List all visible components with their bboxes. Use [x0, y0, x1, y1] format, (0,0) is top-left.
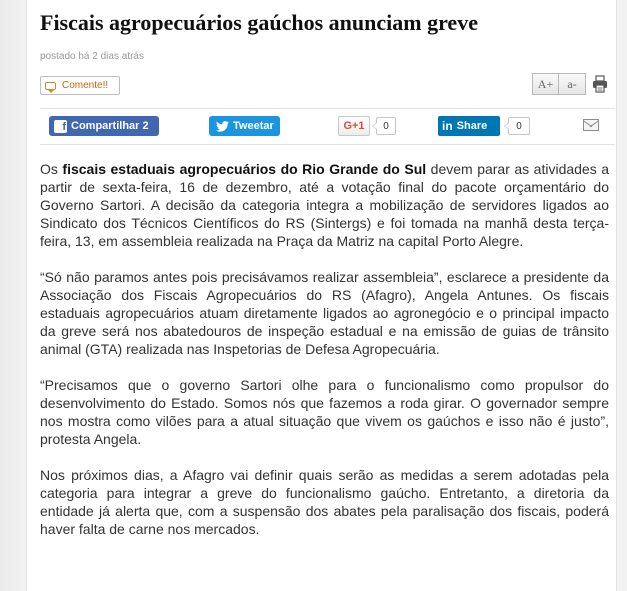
tweet-button-label: Tweetar — [233, 120, 274, 132]
tweet-button[interactable] — [209, 116, 280, 136]
font-increase-button[interactable]: A+ — [532, 73, 559, 95]
article-paragraph-1: Os fiscais estaduais agropecuários do Rio Grande do Sul devem parar as atividades a partir de sexta-feira, 16 de dezembro, até a votação final do pacote orçamentário do Governo Sartori. A decisão da categoria integra a mobilização de servidores ligados ao Sindicato dos Técnicos Científicos do RS (Sintergs) e foi tomada na manhã desta terça-feira, 13, em assembleia realizada na Praça da Matriz na capital Porto Alegre. — [40, 161, 610, 249]
article-body — [40, 160, 609, 556]
posted-date: postado há 2 dias atrás — [40, 51, 144, 62]
facebook-share-label: Compartilhar 2 — [71, 120, 149, 132]
comment-button-label: Comente!! — [62, 80, 109, 91]
comment-button[interactable] — [40, 76, 120, 95]
twitter-bird-icon — [216, 121, 229, 132]
facebook-icon: f — [54, 120, 67, 133]
article-paragraph-3: “Precisamos que o governo Sartori olhe para o funcionalismo como propulsor do desenvolvimento do Estado. Somos nós que fazemos a roda girar. O governador sempre nos mostra como vilões para a atual situação que vivem os gaúchos e isso não é justo”, protesta Angela. — [40, 377, 609, 447]
envelope-icon[interactable] — [583, 119, 599, 131]
share-bar — [40, 108, 615, 145]
linkedin-share-button[interactable] — [438, 116, 500, 136]
font-size-controls — [532, 73, 586, 95]
article-paragraph-4: Nos próximos dias, a Afagro vai definir quais serão as medidas a serem adotadas pela categoria para integrar a greve do funcionalismo gaúcho. Entretanto, a diretoria da entidade já alerta que, com a suspensão dos abates pela paralisação dos fiscais, poderá haver falta de carne nos mercados. — [40, 467, 609, 537]
font-decrease-button[interactable]: a- — [559, 73, 586, 95]
left-frame-border — [0, 0, 27, 591]
printer-icon[interactable] — [592, 75, 608, 93]
gplus-button[interactable]: G+1 — [338, 116, 370, 136]
linkedin-icon: in — [442, 119, 453, 133]
lead-bold-text: fiscais estaduais agropecuários do Rio Grande do Sul — [62, 161, 427, 177]
article-paragraph-2: “Só não paramos antes pois precisávamos realizar assembleia”, esclarece a presidente da Associação dos Fiscais Agropecuários do RS (Afagro), Angela Antunes. Os fiscais estaduais agropecuários atuam diretamente ligados ao agronegócio e o principal impacto da greve será nos abatedouros de inspeção estadual e na emissão de guias de trânsito animal (GTA) realizada nas Inspetorias de Defesa Agropecuária. — [40, 269, 609, 357]
comment-bubble-icon — [45, 82, 56, 90]
article-title: Fiscais agropecuários gaúchos anunciam greve — [40, 10, 478, 35]
gplus-count: 0 — [376, 117, 396, 135]
right-scrollbar[interactable] — [616, 0, 627, 591]
facebook-share-button[interactable] — [49, 116, 159, 136]
linkedin-share-label: Share — [456, 120, 488, 132]
linkedin-count: 0 — [508, 117, 530, 135]
